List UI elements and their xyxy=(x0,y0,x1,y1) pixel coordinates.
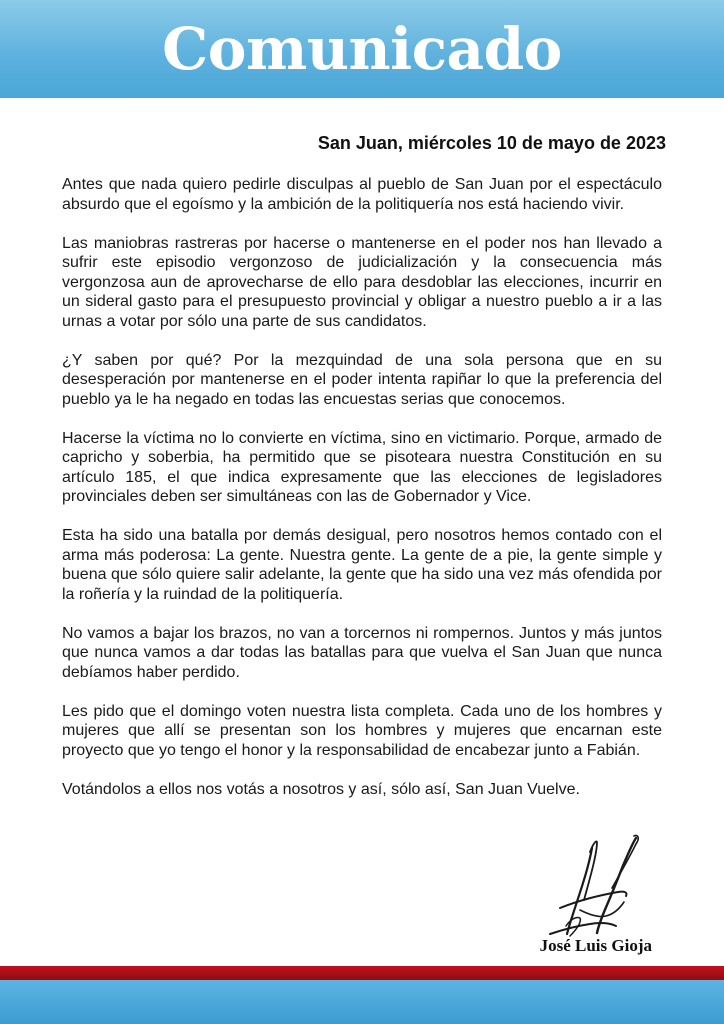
paragraph: Esta ha sido una batalla por demás desigual, pero nosotros hemos contado con el arma más poderosa: La gente. Nuestra gente. La gente de a pie, la gente simple y buena que sólo quiere salir adelante, la gente que ha sido una vez más ofendida por la roñería y la ruindad de la politiquería. xyxy=(62,527,662,603)
footer-red-band xyxy=(0,966,724,980)
paragraph: Votándolos a ellos nos votás a nosotros y así, sólo así, San Juan Vuelve. xyxy=(62,780,580,798)
paragraph: ¿Y saben por qué? Por la mezquindad de una sola persona que en su desesperación por mantenerse en el poder intenta rapiñar lo que la preferencia del pueblo ya le ha negado en todas las encuestas serias que conocemos. xyxy=(62,351,662,408)
footer-blue-band xyxy=(0,980,724,1024)
paragraph: Les pido que el domingo voten nuestra lista completa. Cada uno de los hombres y mujeres que allí se presentan son los hombres y mujeres que encarnan este proyecto que yo tengo el honor y la responsabilidad de encabezar junto a Fabián. xyxy=(62,702,662,759)
handwritten-signature-icon xyxy=(540,830,650,942)
document-body xyxy=(62,175,662,819)
page-title: Comunicado xyxy=(162,15,562,83)
paragraph: No vamos a bajar los brazos, no van a torcernos ni rompernos. Juntos y más juntos que nunca vamos a dar todas las batallas para que vuelva el San Juan que nunca debíamos haber perdido. xyxy=(62,624,662,681)
paragraph: Las maniobras rastreras por hacerse o mantenerse en el poder nos han llevado a sufrir este episodio vergonzoso de judicialización y la consecuencia más vergonzosa aun de aprovecharse de ello para desdoblar las elecciones, incurrir en un sideral gasto para el presupuesto provincial y obligar a nuestro pueblo a ir a las urnas a votar por sólo una parte de sus candidatos. xyxy=(62,234,662,330)
paragraph: Antes que nada quiero pedirle disculpas al pueblo de San Juan por el espectáculo absurdo que el egoísmo y la ambición de la politiquería nos está haciendo vivir. xyxy=(62,176,662,213)
signer-name: José Luis Gioja xyxy=(539,936,652,955)
header-banner xyxy=(0,0,724,98)
paragraph: Hacerse la víctima no lo convierte en víctima, sino en victimario. Porque, armado de capricho y soberbia, ha permitido que se pisoteara nuestra Constitución en su artículo 185, el que indica expresamente que las elecciones de legisladores provinciales deben ser simultáneas con las de Gobernador y Vice. xyxy=(62,429,662,505)
document-date: San Juan, miércoles 10 de mayo de 2023 xyxy=(317,133,666,153)
